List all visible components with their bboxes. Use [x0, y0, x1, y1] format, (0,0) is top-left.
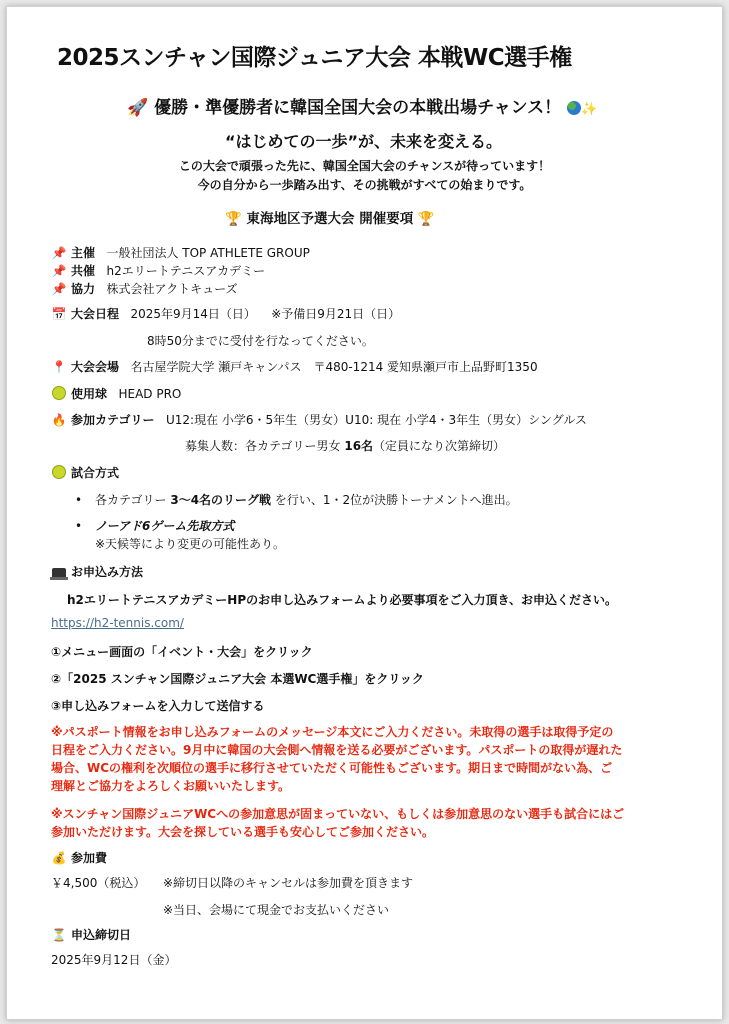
bullet-icon: •: [75, 493, 83, 507]
headline-text: 優勝・準優勝者に韓国全国大会の本戦出場チャンス！: [154, 98, 562, 118]
participation-notice-line: ※スンチャン国際ジュニアWCへの参加意思が固まっていない、もしくは参加意思のない選手も試合にはご: [51, 807, 625, 821]
trophy-icon: 🏆: [225, 211, 242, 227]
step-1: ①メニュー画面の「イベント・大会」をクリック: [51, 645, 313, 659]
section-heading: 🏆 東海地区予選大会 開催要項 🏆: [225, 211, 435, 227]
application-row: お申込み方法: [51, 563, 143, 580]
recruit-count: 募集人数：各カテゴリー男女 16名（定員になり次第締切）: [185, 439, 506, 453]
calendar-icon: 📅: [51, 307, 67, 321]
participation-notice-line: 参加いただけます。大会を探している選手も安心してご参加ください。: [51, 825, 435, 839]
deadline-date: 2025年9月12日（金）: [51, 953, 177, 967]
step-2: ②「2025 スンチャン国際ジュニア大会 本選WC選手権」をクリック: [51, 672, 424, 686]
step-3: ③申し込みフォームを入力して送信する: [51, 699, 265, 713]
tennis-ball-icon: [51, 465, 67, 480]
passport-notice-line: ※パスポート情報をお申し込みフォームのメッセージ本文にご入力ください。未取得の選手は取得予定の: [51, 725, 614, 739]
passport-notice-line: 日程をご入力ください。9月中に韓国の大会側へ情報を送る必要がございます。パスポートの取得が遅れた: [51, 743, 623, 757]
rocket-icon: 🚀: [127, 98, 149, 118]
document-title: 2025スンチャン国際ジュニア大会 本戦WC選手権: [57, 45, 572, 71]
tennis-ball-icon: [51, 386, 67, 401]
location-pin-icon: 📍: [51, 360, 67, 374]
money-bag-icon: 💰: [51, 851, 67, 865]
venue-row: 📍 大会会場 名古屋学院大学 瀬戸キャンパス 〒480-1214 愛知県瀬戸市上品野町1350: [51, 360, 538, 374]
organizer-row: 📌 主催 一般社団法人 TOP ATHLETE GROUP: [51, 246, 310, 260]
globe-sparkles-icon: ✨: [567, 98, 597, 118]
schedule-note: 8時50分までに受付を行なってください。: [147, 334, 374, 348]
headline: [127, 93, 597, 118]
bullet-icon: •: [75, 519, 83, 533]
deadline-row: ⏳ 申込締切日: [51, 928, 132, 942]
cooperation-row: 📌 協力 株式会社アクトキューズ: [51, 282, 238, 296]
pushpin-icon: 📌: [51, 246, 67, 260]
pushpin-icon: 📌: [51, 264, 67, 278]
academy-link[interactable]: https://h2-tennis.com/: [51, 616, 184, 630]
document-page: [6, 6, 723, 1020]
intro-line-1: この大会で頑張った先に、韓国全国大会のチャンスが待っています！: [178, 159, 551, 173]
intro-line-2: 今の自分から一歩踏み出す、その挑戦がすべての始まりです。: [197, 178, 532, 192]
ball-row: 使用球 HEAD PRO: [51, 385, 181, 402]
application-description: h2エリートテニスアカデミーHPのお申し込みフォームより必要事項をご入力頂き、お申込ください。: [67, 593, 618, 607]
co-organizer-row: 📌 共催 h2エリートテニスアカデミー: [51, 264, 266, 278]
passport-notice-line: 場合、WCの権利を次順位の選手に移行させていただく可能性もございます。期日まで時間がない為、ご: [51, 761, 613, 775]
format-bullet-1: • 各カテゴリー 3〜4名のリーグ戦 を行い、1・2位が決勝トーナメントへ進出。: [75, 493, 518, 507]
pushpin-icon: 📌: [51, 282, 67, 296]
slogan: “はじめての一歩”が、未来を変える。: [225, 132, 503, 151]
laptop-icon: [51, 565, 67, 579]
fee-amount: ￥4,500（税込）: [51, 876, 146, 890]
fee-row: 💰 参加費: [51, 851, 108, 865]
hourglass-icon: ⏳: [51, 928, 67, 942]
fee-note-1: ※締切日以降のキャンセルは参加費を頂きます: [163, 876, 414, 890]
format-row: 試合方式: [51, 464, 119, 481]
category-row: 🔥 参加カテゴリー U12:現在 小学6・5年生（男女）U10: 現在 小学4・3年生（男女）シングルス: [51, 413, 587, 427]
fee-note-2: ※当日、会場にて現金でお支払いください: [163, 903, 390, 917]
trophy-icon: 🏆: [417, 211, 435, 227]
format-bullet-2: • ノーアド6ゲーム先取方式: [75, 519, 235, 533]
passport-notice-line: 理解とご協力をよろしくお願いいたします。: [51, 779, 291, 793]
fire-icon: 🔥: [51, 413, 67, 427]
schedule-row: 📅 大会日程 2025年9月14日（日） ※予備日9月21日（日）: [51, 307, 401, 321]
format-note: ※天候等により変更の可能性あり。: [95, 537, 286, 551]
